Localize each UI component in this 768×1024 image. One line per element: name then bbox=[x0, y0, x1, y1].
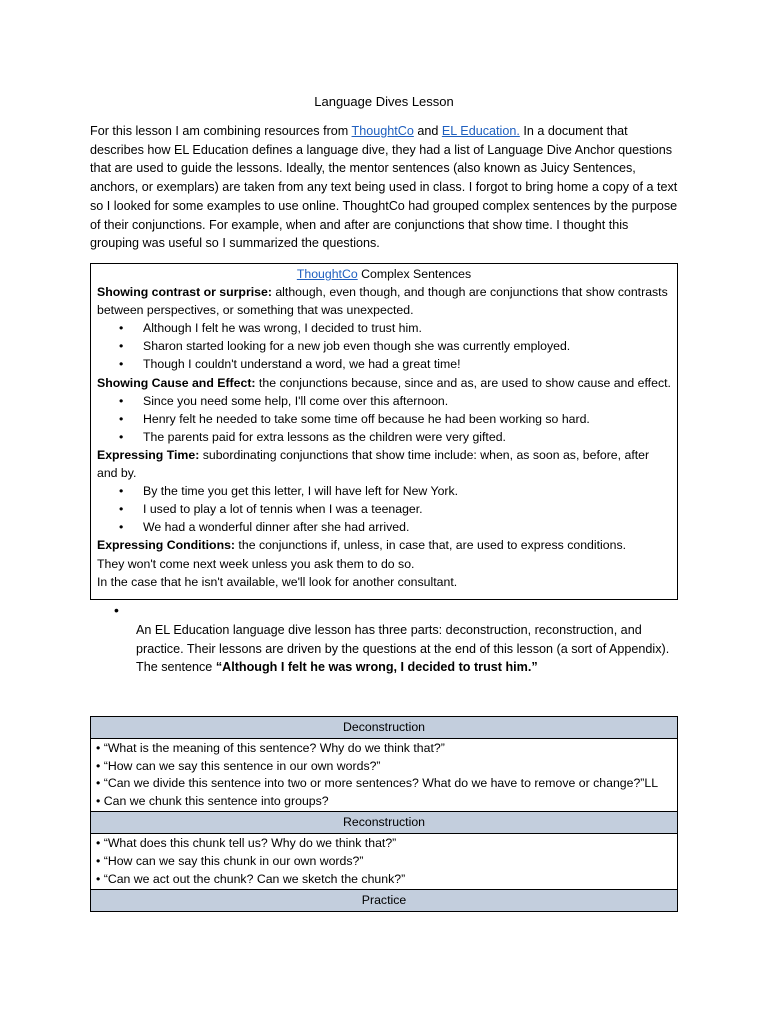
condition-line: They won't come next week unless you ask them to do so. bbox=[97, 556, 415, 571]
example-item: • The parents paid for extra lessons as the children were very gifted. bbox=[119, 428, 671, 446]
complex-sentences-box bbox=[90, 263, 678, 600]
question-item: • “What does this chunk tell us? Why do we think that?” bbox=[96, 836, 397, 851]
example-item: • Although I felt he was wrong, I decided to trust him. bbox=[119, 319, 671, 337]
practice-header: Practice bbox=[91, 890, 678, 912]
anchor-sentence: “Although I felt he was wrong, I decided to trust him.” bbox=[215, 660, 538, 674]
section-text: the conjunctions because, since and as, are used to show cause and effect. bbox=[255, 375, 671, 390]
section-text: although, even though, and though are conjunctions that show contrasts between perspectives, or something that was unexpected. bbox=[97, 285, 668, 318]
example-item: • Since you need some help, I'll come over this afternoon. bbox=[119, 392, 671, 410]
condition-line: In the case that he isn't available, we'll look for another consultant. bbox=[97, 574, 458, 589]
example-item: • Sharon started looking for a new job even though she was currently employed. bbox=[119, 337, 671, 355]
question-item: • “Can we act out the chunk? Can we sketch the chunk?” bbox=[96, 871, 406, 886]
deconstruction-questions bbox=[91, 739, 678, 812]
box-title-thoughtco-link[interactable]: ThoughtCo bbox=[296, 267, 358, 281]
cause-effect-section bbox=[97, 374, 671, 392]
empty-bullet: • bbox=[114, 602, 119, 618]
question-item: • Can we chunk this sentence into groups? bbox=[96, 793, 329, 808]
intro-text-rest: In a document that describes how EL Education defines a language dive, they had a list of Language Dive Anchor questions that are used to guide the lessons. Ideally, the mentor sentences (also known as Juicy Sentences, anchors, or exemplars) are taken from any text being used in class. I forgot to bring home a copy of a text so I looked for some examples to use online. ThoughtCo had grouped complex sentences by the purpose of their conjunctions. For example, when and after are conjunctions that show time. I thought this grouping was useful so I summarized the questions. bbox=[90, 124, 678, 251]
language-dive-questions-table bbox=[90, 716, 678, 912]
appendix-paragraph bbox=[136, 621, 676, 677]
section-heading: Showing Cause and Effect: bbox=[97, 375, 256, 390]
el-education-link[interactable]: EL Education. bbox=[441, 124, 520, 138]
time-section bbox=[97, 446, 671, 482]
example-item: • Though I couldn't understand a word, we had a great time! bbox=[119, 355, 671, 373]
contrast-examples bbox=[97, 319, 671, 373]
reconstruction-questions bbox=[91, 834, 678, 890]
question-item: • “Can we divide this sentence into two or more sentences? What do we have to remove or change?”LL bbox=[96, 776, 659, 791]
section-heading: Expressing Conditions: bbox=[97, 538, 236, 553]
box-title-rest: Complex Sentences bbox=[357, 267, 472, 281]
intro-text-start: For this lesson I am combining resources from bbox=[90, 124, 352, 138]
appendix-text: An EL Education language dive lesson has three parts: deconstruction, reconstruction, and practice. Their lessons are driven by the questions at the end of this lesson (a sort of Appendix). The sentence bbox=[136, 623, 670, 674]
thoughtco-link[interactable]: ThoughtCo bbox=[351, 124, 414, 138]
box-title bbox=[97, 265, 671, 283]
page-title: Language Dives Lesson bbox=[314, 94, 454, 109]
example-item: • Henry felt he needed to take some time off because he had been working so hard. bbox=[119, 410, 671, 428]
section-heading: Expressing Time: bbox=[97, 447, 200, 462]
question-item: • “How can we say this chunk in our own words?” bbox=[96, 853, 364, 868]
example-item: • By the time you get this letter, I will have left for New York. bbox=[119, 482, 671, 500]
deconstruction-header: Deconstruction bbox=[91, 717, 678, 739]
contrast-section bbox=[97, 283, 671, 319]
section-text: the conjunctions if, unless, in case that, are used to express conditions. bbox=[235, 538, 627, 553]
reconstruction-header: Reconstruction bbox=[91, 812, 678, 834]
section-text: subordinating conjunctions that show time include: when, as soon as, before, after and by. bbox=[97, 447, 650, 481]
intro-paragraph bbox=[90, 122, 680, 253]
question-item: • “What is the meaning of this sentence? Why do we think that?” bbox=[96, 741, 445, 755]
example-item: • We had a wonderful dinner after she had arrived. bbox=[119, 518, 671, 536]
question-item: • “How can we say this sentence in our own words?” bbox=[96, 758, 381, 773]
time-examples bbox=[97, 482, 671, 536]
intro-text-and: and bbox=[413, 124, 442, 138]
example-item: • I used to play a lot of tennis when I was a teenager. bbox=[119, 500, 671, 518]
section-heading: Showing contrast or surprise: bbox=[97, 285, 272, 300]
conditions-section bbox=[97, 536, 671, 554]
cause-effect-examples bbox=[97, 392, 671, 446]
